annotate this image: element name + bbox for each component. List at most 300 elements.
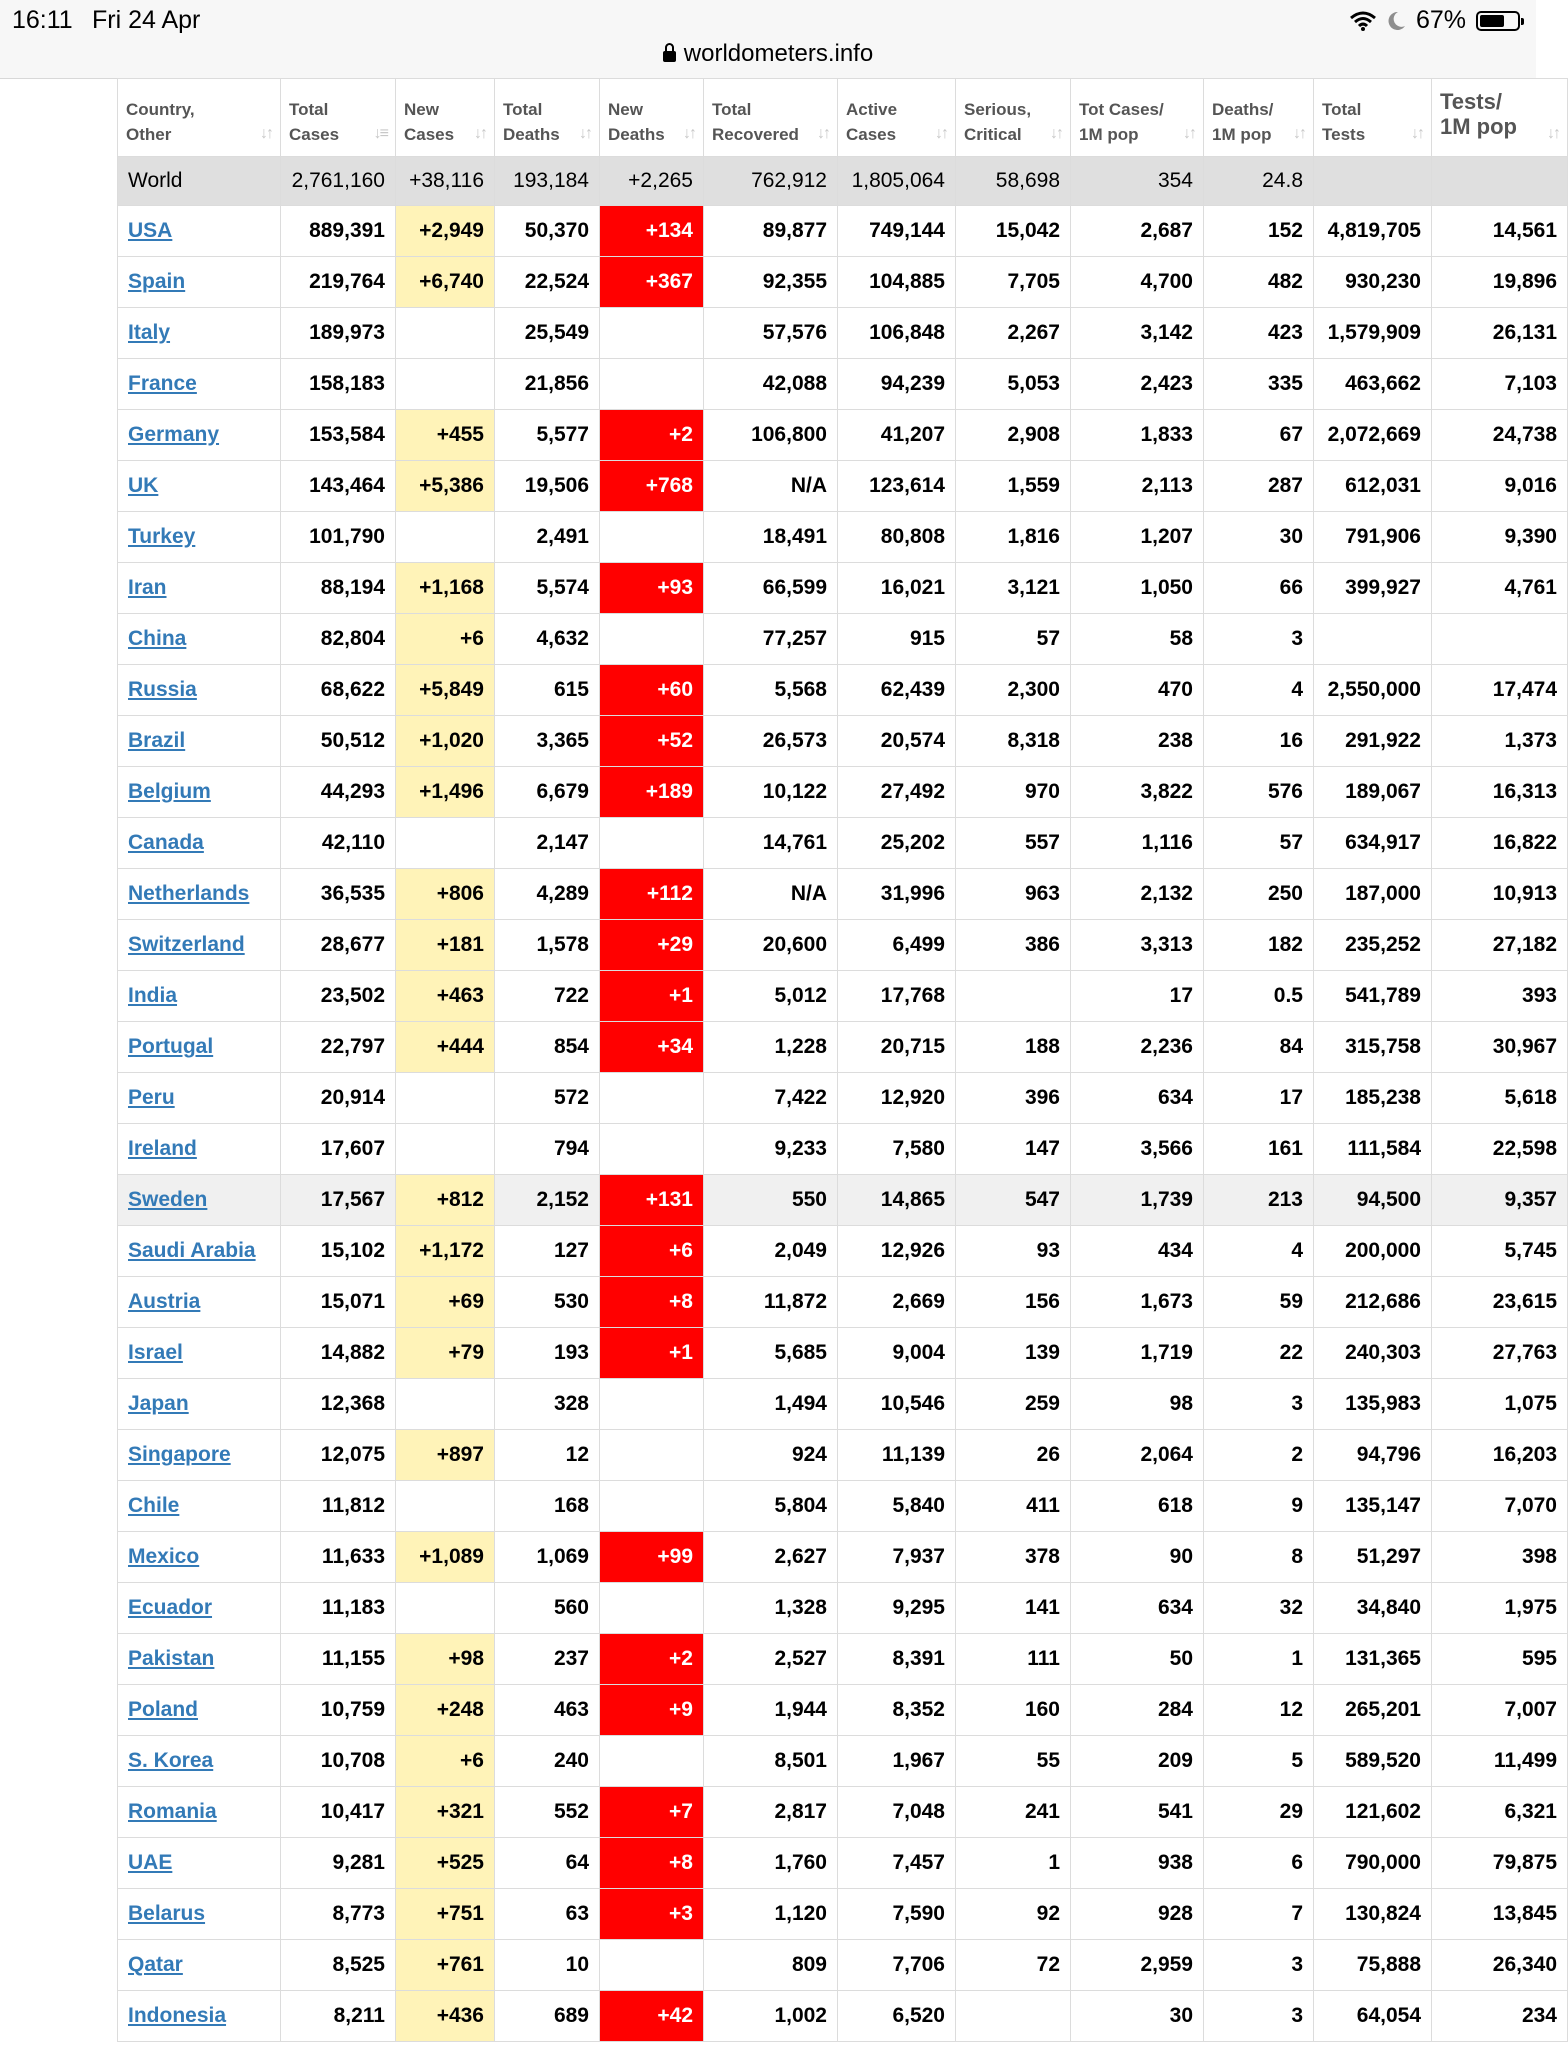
cell-new-cases: +806 <box>396 869 495 920</box>
cell-total-cases: 14,882 <box>281 1328 396 1379</box>
cell-new-cases <box>396 1481 495 1532</box>
cell-cases-per-1m: 938 <box>1071 1838 1204 1889</box>
country-link[interactable]: France <box>128 372 197 395</box>
table-row <box>118 614 1568 665</box>
cell-active-cases: 5,840 <box>838 1481 956 1532</box>
cell-total-tests: 111,584 <box>1314 1124 1432 1175</box>
header-label-line2: 1M pop <box>1079 125 1139 144</box>
cell-active-cases: 8,391 <box>838 1634 956 1685</box>
cell-active-cases: 8,352 <box>838 1685 956 1736</box>
cell-deaths-per-1m: 30 <box>1204 512 1314 563</box>
country-link[interactable]: Switzerland <box>128 933 245 956</box>
cell-active-cases: 31,996 <box>838 869 956 920</box>
cell-serious-critical: 1,559 <box>956 461 1071 512</box>
cell-new-deaths: +6 <box>600 1226 704 1277</box>
country-link[interactable]: Germany <box>128 423 220 446</box>
cell-serious-critical: 411 <box>956 1481 1071 1532</box>
country-link[interactable]: Belarus <box>128 1902 206 1925</box>
cell-total-tests: 187,000 <box>1314 869 1432 920</box>
cell-cases-per-1m: 3,566 <box>1071 1124 1204 1175</box>
cell-deaths-per-1m: 152 <box>1204 206 1314 257</box>
cell-cases-per-1m: 928 <box>1071 1889 1204 1940</box>
cell-tests-per-1m: 5,618 <box>1432 1073 1568 1124</box>
cell-total-cases: 17,567 <box>281 1175 396 1226</box>
cell-total-deaths: 2,491 <box>495 512 600 563</box>
cell-active-cases: 7,937 <box>838 1532 956 1583</box>
cell-country <box>118 869 281 920</box>
table-row <box>118 1991 1568 2042</box>
cell-total-deaths: 127 <box>495 1226 600 1277</box>
cell-new-cases: +79 <box>396 1328 495 1379</box>
cell-country <box>118 767 281 818</box>
cell-new-cases: +248 <box>396 1685 495 1736</box>
cell-total-cases: 9,281 <box>281 1838 396 1889</box>
cell-total-tests: 2,072,669 <box>1314 410 1432 461</box>
cell-serious-critical: 147 <box>956 1124 1071 1175</box>
cell-total-deaths: 572 <box>495 1073 600 1124</box>
cell-cases-per-1m: 1,116 <box>1071 818 1204 869</box>
cell-total-tests: 94,500 <box>1314 1175 1432 1226</box>
country-link[interactable]: Saudi Arabia <box>128 1239 256 1262</box>
cell-tests-per-1m: 11,499 <box>1432 1736 1568 1787</box>
cell-total-deaths: 615 <box>495 665 600 716</box>
cell-new-cases: +463 <box>396 971 495 1022</box>
cell-new-cases: +455 <box>396 410 495 461</box>
cell-total-recovered: 5,685 <box>704 1328 838 1379</box>
table-row <box>118 1940 1568 1991</box>
cell-total-recovered: 1,002 <box>704 1991 838 2042</box>
cell-tests-per-1m: 7,070 <box>1432 1481 1568 1532</box>
cell-cases-per-1m: 2,064 <box>1071 1430 1204 1481</box>
cell-cases-per-1m: 58 <box>1071 614 1204 665</box>
cell-total-deaths: 794 <box>495 1124 600 1175</box>
cell-total-tests: 200,000 <box>1314 1226 1432 1277</box>
sort-icon[interactable]: ↓↑ <box>683 125 695 142</box>
cell-deaths-per-1m: 423 <box>1204 308 1314 359</box>
cell-country <box>118 1328 281 1379</box>
cell-country <box>118 1940 281 1991</box>
header-label-line1: Total <box>1322 100 1362 119</box>
cell-serious-critical: 111 <box>956 1634 1071 1685</box>
cell-deaths-per-1m: 250 <box>1204 869 1314 920</box>
table-row <box>118 1838 1568 1889</box>
header-new-deaths[interactable] <box>600 79 704 157</box>
cell-total-recovered: 106,800 <box>704 410 838 461</box>
cell-cases-per-1m: 2,236 <box>1071 1022 1204 1073</box>
cell-total-deaths: 193 <box>495 1328 600 1379</box>
cell-new-cases <box>396 359 495 410</box>
header-label-line2: Cases <box>846 125 897 144</box>
cell-total-deaths: 237 <box>495 1634 600 1685</box>
cell-total-recovered: 1,494 <box>704 1379 838 1430</box>
country-link[interactable]: Russia <box>128 678 197 701</box>
header-label-line2: Recovered <box>712 125 799 144</box>
country-link[interactable]: Ecuador <box>128 1596 213 1619</box>
table-row <box>118 1124 1568 1175</box>
header-total-tests[interactable] <box>1314 79 1432 157</box>
cell-total-cases: 189,973 <box>281 308 396 359</box>
cell-new-deaths: +189 <box>600 767 704 818</box>
country-link[interactable]: Ireland <box>128 1137 197 1160</box>
cell-new-cases: +436 <box>396 1991 495 2042</box>
country-link[interactable]: Indonesia <box>128 2004 227 2027</box>
cell-tests-per-1m: 234 <box>1432 1991 1568 2042</box>
cell-total-deaths: 12 <box>495 1430 600 1481</box>
country-link[interactable]: Romania <box>128 1800 217 1823</box>
cell-total-recovered: 2,817 <box>704 1787 838 1838</box>
cell-deaths-per-1m: 57 <box>1204 818 1314 869</box>
country-link[interactable]: UK <box>128 474 159 497</box>
cell-cases-per-1m: 634 <box>1071 1073 1204 1124</box>
cell-total-cases: 11,812 <box>281 1481 396 1532</box>
cell-serious-critical: 2,300 <box>956 665 1071 716</box>
cell-cases-per-1m: 3,313 <box>1071 920 1204 971</box>
cell-cases-per-1m: 634 <box>1071 1583 1204 1634</box>
cell-total-deaths: 168 <box>495 1481 600 1532</box>
cell-tests-per-1m: 16,203 <box>1432 1430 1568 1481</box>
cell-total-recovered: 42,088 <box>704 359 838 410</box>
cell-tests-per-1m <box>1432 157 1568 206</box>
cell-serious-critical: 970 <box>956 767 1071 818</box>
cell-total-tests: 634,917 <box>1314 818 1432 869</box>
sort-icon[interactable]: ↓↑ <box>474 125 486 142</box>
table-row <box>118 308 1568 359</box>
country-link[interactable]: USA <box>128 219 173 242</box>
cell-total-recovered: 1,328 <box>704 1583 838 1634</box>
cell-new-deaths <box>600 614 704 665</box>
cell-active-cases: 12,920 <box>838 1073 956 1124</box>
country-link[interactable]: Canada <box>128 831 204 854</box>
cell-total-recovered: N/A <box>704 461 838 512</box>
cell-deaths-per-1m: 4 <box>1204 1226 1314 1277</box>
cell-total-cases: 11,183 <box>281 1583 396 1634</box>
country-link[interactable]: Belgium <box>128 780 211 803</box>
table-row <box>118 920 1568 971</box>
address-bar[interactable] <box>0 36 1536 79</box>
header-label-line1: New <box>404 100 439 119</box>
cell-deaths-per-1m: 0.5 <box>1204 971 1314 1022</box>
country-link[interactable]: Austria <box>128 1290 201 1313</box>
header-label-line2: Other <box>126 125 172 144</box>
cell-deaths-per-1m: 3 <box>1204 614 1314 665</box>
sort-icon[interactable]: ↓↑ <box>1411 125 1423 142</box>
header-total-recovered[interactable] <box>704 79 838 157</box>
cell-new-cases: +1,496 <box>396 767 495 818</box>
sort-icon[interactable]: ↓↑ <box>260 125 272 142</box>
cell-new-deaths: +2,265 <box>600 157 704 206</box>
country-link[interactable]: China <box>128 627 187 650</box>
country-link[interactable]: Qatar <box>128 1953 183 1976</box>
cell-serious-critical: 15,042 <box>956 206 1071 257</box>
table-row <box>118 818 1568 869</box>
cell-total-recovered: 550 <box>704 1175 838 1226</box>
cell-deaths-per-1m: 24.8 <box>1204 157 1314 206</box>
cell-cases-per-1m: 90 <box>1071 1532 1204 1583</box>
cell-total-recovered: 14,761 <box>704 818 838 869</box>
sort-icon[interactable]: ↓↑ <box>1183 125 1195 142</box>
cell-total-cases: 42,110 <box>281 818 396 869</box>
header-serious-critical[interactable] <box>956 79 1071 157</box>
header-country[interactable] <box>118 79 281 157</box>
header-new-cases[interactable] <box>396 79 495 157</box>
country-link[interactable]: Israel <box>128 1341 183 1364</box>
cell-new-cases: +812 <box>396 1175 495 1226</box>
cell-total-deaths: 530 <box>495 1277 600 1328</box>
cell-new-cases <box>396 1124 495 1175</box>
cell-cases-per-1m: 3,142 <box>1071 308 1204 359</box>
header-label-line2: Deaths <box>608 125 665 144</box>
cell-deaths-per-1m: 12 <box>1204 1685 1314 1736</box>
cell-new-cases: +181 <box>396 920 495 971</box>
cell-new-cases: +444 <box>396 1022 495 1073</box>
cell-new-cases: +751 <box>396 1889 495 1940</box>
country-link[interactable]: Italy <box>128 321 171 344</box>
cell-cases-per-1m: 17 <box>1071 971 1204 1022</box>
country-link[interactable]: India <box>128 984 178 1007</box>
country-link[interactable]: Turkey <box>128 525 196 548</box>
header-label-line1: Total <box>503 100 543 119</box>
cell-serious-critical: 139 <box>956 1328 1071 1379</box>
cell-serious-critical: 26 <box>956 1430 1071 1481</box>
cell-active-cases: 2,669 <box>838 1277 956 1328</box>
cell-total-recovered: 2,627 <box>704 1532 838 1583</box>
cell-total-recovered: 26,573 <box>704 716 838 767</box>
cell-total-cases: 88,194 <box>281 563 396 614</box>
cell-active-cases: 7,580 <box>838 1124 956 1175</box>
cell-new-deaths <box>600 308 704 359</box>
covid-table-container[interactable] <box>117 78 1559 2048</box>
cell-active-cases: 915 <box>838 614 956 665</box>
country-link[interactable]: Peru <box>128 1086 175 1109</box>
cell-country <box>118 206 281 257</box>
sort-icon[interactable]: ↓↑ <box>1293 125 1305 142</box>
cell-total-deaths: 722 <box>495 971 600 1022</box>
cell-cases-per-1m: 618 <box>1071 1481 1204 1532</box>
cell-total-tests: 790,000 <box>1314 1838 1432 1889</box>
cell-total-cases: 22,797 <box>281 1022 396 1073</box>
battery-icon <box>1476 11 1520 31</box>
cell-total-cases: 12,368 <box>281 1379 396 1430</box>
table-row <box>118 461 1568 512</box>
cell-new-deaths: +2 <box>600 410 704 461</box>
sort-icon[interactable]: ↓↑ <box>579 125 591 142</box>
cell-tests-per-1m: 5,745 <box>1432 1226 1568 1277</box>
cell-total-cases: 28,677 <box>281 920 396 971</box>
country-link[interactable]: Japan <box>128 1392 189 1415</box>
cell-country <box>118 1073 281 1124</box>
header-label-line2: Cases <box>289 125 340 144</box>
cell-total-tests: 94,796 <box>1314 1430 1432 1481</box>
cell-cases-per-1m: 209 <box>1071 1736 1204 1787</box>
cell-total-tests: 75,888 <box>1314 1940 1432 1991</box>
cell-new-cases: +6 <box>396 1736 495 1787</box>
cell-total-cases: 10,759 <box>281 1685 396 1736</box>
country-link[interactable]: Singapore <box>128 1443 231 1466</box>
country-link[interactable]: Spain <box>128 270 186 293</box>
cell-total-cases: 8,211 <box>281 1991 396 2042</box>
country-link[interactable]: Iran <box>128 576 167 599</box>
cell-total-deaths: 240 <box>495 1736 600 1787</box>
cell-new-deaths: +768 <box>600 461 704 512</box>
cell-country <box>118 1124 281 1175</box>
country-link[interactable]: S. Korea <box>128 1749 214 1772</box>
cell-total-tests: 399,927 <box>1314 563 1432 614</box>
table-row <box>118 1889 1568 1940</box>
cell-serious-critical: 2,908 <box>956 410 1071 461</box>
cell-tests-per-1m: 10,913 <box>1432 869 1568 920</box>
cell-total-cases: 20,914 <box>281 1073 396 1124</box>
cell-tests-per-1m: 7,103 <box>1432 359 1568 410</box>
cell-total-cases: 153,584 <box>281 410 396 461</box>
battery-fill <box>1480 15 1504 27</box>
cell-total-deaths: 328 <box>495 1379 600 1430</box>
cell-country <box>118 971 281 1022</box>
cell-total-recovered: 66,599 <box>704 563 838 614</box>
cell-total-tests: 315,758 <box>1314 1022 1432 1073</box>
sort-icon[interactable]: ↓↑ <box>935 125 947 142</box>
header-cases-per-1m[interactable] <box>1071 79 1204 157</box>
cell-tests-per-1m: 9,016 <box>1432 461 1568 512</box>
cell-deaths-per-1m: 5 <box>1204 1736 1314 1787</box>
cell-country <box>118 1022 281 1073</box>
cell-deaths-per-1m: 59 <box>1204 1277 1314 1328</box>
cell-total-cases: 15,071 <box>281 1277 396 1328</box>
cell-active-cases: 27,492 <box>838 767 956 818</box>
header-active-cases[interactable] <box>838 79 956 157</box>
cell-total-tests: 235,252 <box>1314 920 1432 971</box>
cell-deaths-per-1m: 3 <box>1204 1379 1314 1430</box>
table-row <box>118 563 1568 614</box>
country-link[interactable]: Netherlands <box>128 882 250 905</box>
cell-cases-per-1m: 4,700 <box>1071 257 1204 308</box>
cell-total-cases: 10,708 <box>281 1736 396 1787</box>
cell-new-deaths: +1 <box>600 971 704 1022</box>
country-link[interactable]: Sweden <box>128 1188 208 1211</box>
status-icons <box>1350 6 1520 35</box>
cell-tests-per-1m: 1,075 <box>1432 1379 1568 1430</box>
sort-icon[interactable]: ↓↑ <box>817 125 829 142</box>
header-total-cases[interactable] <box>281 79 396 157</box>
cell-tests-per-1m: 14,561 <box>1432 206 1568 257</box>
table-row <box>118 206 1568 257</box>
cell-total-cases: 15,102 <box>281 1226 396 1277</box>
cell-new-deaths: +99 <box>600 1532 704 1583</box>
cell-country <box>118 1583 281 1634</box>
cell-country <box>118 1838 281 1889</box>
table-row <box>118 1532 1568 1583</box>
cell-country: World <box>118 157 281 206</box>
sort-icon[interactable]: ↓↑ <box>1050 125 1062 142</box>
cell-total-tests: 121,602 <box>1314 1787 1432 1838</box>
sort-icon[interactable]: ↓≡ <box>373 125 387 142</box>
cell-tests-per-1m: 23,615 <box>1432 1277 1568 1328</box>
cell-cases-per-1m: 354 <box>1071 157 1204 206</box>
cell-total-recovered: 9,233 <box>704 1124 838 1175</box>
country-link[interactable]: Pakistan <box>128 1647 215 1670</box>
header-total-deaths[interactable] <box>495 79 600 157</box>
country-link[interactable]: Chile <box>128 1494 180 1517</box>
cell-country <box>118 1481 281 1532</box>
cell-serious-critical: 5,053 <box>956 359 1071 410</box>
cell-total-tests: 291,922 <box>1314 716 1432 767</box>
cell-active-cases: 20,715 <box>838 1022 956 1073</box>
header-tests-per-1m[interactable] <box>1432 79 1568 157</box>
cell-total-deaths: 19,506 <box>495 461 600 512</box>
cell-country <box>118 1736 281 1787</box>
country-link[interactable]: Poland <box>128 1698 199 1721</box>
cell-total-tests: 2,550,000 <box>1314 665 1432 716</box>
cell-total-recovered: 809 <box>704 1940 838 1991</box>
cell-new-deaths: +367 <box>600 257 704 308</box>
cell-new-cases <box>396 818 495 869</box>
cell-country <box>118 308 281 359</box>
cell-tests-per-1m: 13,845 <box>1432 1889 1568 1940</box>
country-link[interactable]: Portugal <box>128 1035 214 1058</box>
cell-cases-per-1m: 1,207 <box>1071 512 1204 563</box>
cell-total-deaths: 193,184 <box>495 157 600 206</box>
cell-new-deaths: +2 <box>600 1634 704 1685</box>
cell-serious-critical: 963 <box>956 869 1071 920</box>
cell-active-cases: 6,520 <box>838 1991 956 2042</box>
header-label-line1: Total <box>289 100 329 119</box>
url-text: worldometers.info <box>683 40 874 67</box>
cell-new-deaths <box>600 1073 704 1124</box>
cell-tests-per-1m <box>1432 614 1568 665</box>
cell-total-cases: 11,155 <box>281 1634 396 1685</box>
cell-tests-per-1m: 1,373 <box>1432 716 1568 767</box>
cell-new-deaths <box>600 1430 704 1481</box>
country-link[interactable]: UAE <box>128 1851 173 1874</box>
cell-new-cases: +69 <box>396 1277 495 1328</box>
header-label-line2: Cases <box>404 125 455 144</box>
header-deaths-per-1m[interactable] <box>1204 79 1314 157</box>
country-link[interactable]: Mexico <box>128 1545 200 1568</box>
cell-total-cases: 10,417 <box>281 1787 396 1838</box>
cell-total-recovered: 924 <box>704 1430 838 1481</box>
cell-tests-per-1m: 27,182 <box>1432 920 1568 971</box>
cell-total-deaths: 6,679 <box>495 767 600 818</box>
cell-total-deaths: 5,577 <box>495 410 600 461</box>
cell-total-tests: 930,230 <box>1314 257 1432 308</box>
cell-serious-critical: 141 <box>956 1583 1071 1634</box>
cell-serious-critical: 386 <box>956 920 1071 971</box>
cell-total-cases: 68,622 <box>281 665 396 716</box>
cell-tests-per-1m: 398 <box>1432 1532 1568 1583</box>
header-label-line2: 1M pop <box>1440 114 1517 139</box>
cell-total-recovered: 5,568 <box>704 665 838 716</box>
cell-tests-per-1m: 595 <box>1432 1634 1568 1685</box>
cell-total-recovered: 1,120 <box>704 1889 838 1940</box>
cell-new-cases: +6 <box>396 614 495 665</box>
table-row <box>118 1481 1568 1532</box>
cell-new-deaths: +9 <box>600 1685 704 1736</box>
cell-tests-per-1m: 26,131 <box>1432 308 1568 359</box>
country-link[interactable]: Brazil <box>128 729 186 752</box>
cell-new-deaths: +7 <box>600 1787 704 1838</box>
cell-country <box>118 1226 281 1277</box>
cell-tests-per-1m: 6,321 <box>1432 1787 1568 1838</box>
sort-icon[interactable]: ↓↑ <box>1547 125 1559 142</box>
cell-serious-critical: 547 <box>956 1175 1071 1226</box>
table-row <box>118 1328 1568 1379</box>
cell-country <box>118 1685 281 1736</box>
cell-total-recovered: 89,877 <box>704 206 838 257</box>
cell-deaths-per-1m: 3 <box>1204 1991 1314 2042</box>
cell-serious-critical: 396 <box>956 1073 1071 1124</box>
cell-active-cases: 16,021 <box>838 563 956 614</box>
cell-deaths-per-1m: 9 <box>1204 1481 1314 1532</box>
cell-new-cases <box>396 1379 495 1430</box>
